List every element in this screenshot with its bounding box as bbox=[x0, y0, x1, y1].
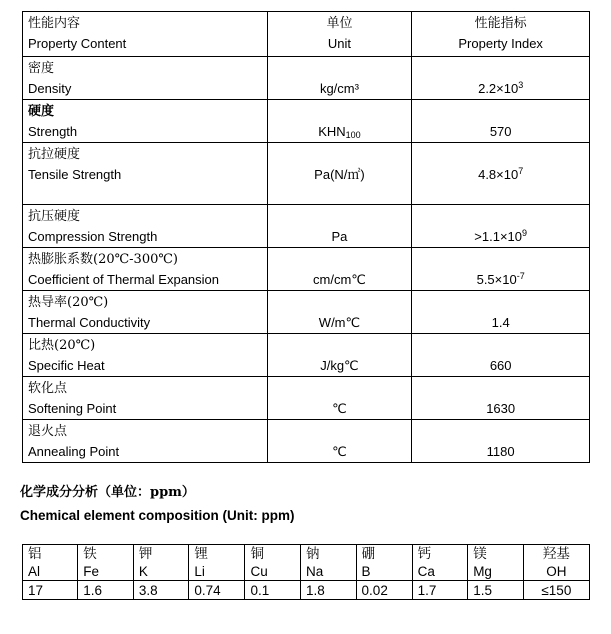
chemical-composition-table bbox=[22, 544, 590, 600]
property-value: 1630 bbox=[486, 401, 516, 416]
element-symbol: Fe bbox=[83, 564, 100, 579]
table-row bbox=[23, 334, 590, 377]
chemical-composition-heading bbox=[20, 484, 295, 526]
property-name-zh: 比热(20℃) bbox=[28, 338, 96, 353]
table-row bbox=[23, 420, 590, 463]
table-row bbox=[23, 248, 590, 291]
element-symbol: B bbox=[361, 564, 371, 579]
element-name-zh: 镁 bbox=[473, 546, 487, 562]
element-value: 0.02 bbox=[356, 581, 412, 600]
element-cell bbox=[23, 545, 78, 581]
header-col1-zh: 性能内容 bbox=[28, 16, 81, 31]
element-cell bbox=[523, 545, 589, 581]
property-value: 570 bbox=[489, 124, 512, 139]
element-value: 1.5 bbox=[468, 581, 524, 600]
element-name-zh: 铝 bbox=[28, 546, 42, 562]
element-value: 1.6 bbox=[78, 581, 134, 600]
header-col2-zh: 单位 bbox=[326, 16, 353, 31]
property-name-en: Specific Heat bbox=[28, 358, 105, 373]
header-property-index bbox=[412, 12, 590, 57]
element-cell bbox=[356, 545, 412, 581]
element-cell bbox=[133, 545, 189, 581]
property-value: $>1.1\times 10^9$ bbox=[474, 228, 528, 244]
property-unit: ℃ bbox=[332, 444, 347, 459]
element-value: 0.1 bbox=[245, 581, 301, 600]
property-table bbox=[22, 11, 590, 463]
property-name-en: Coefficient of Thermal Expansion bbox=[28, 272, 220, 287]
element-name-zh: 锂 bbox=[194, 546, 208, 562]
property-name-en: Softening Point bbox=[28, 401, 117, 416]
element-name-zh: 钙 bbox=[417, 546, 432, 562]
element-name-zh: 羟基 bbox=[542, 546, 570, 562]
chem-heading-en: Chemical element composition (Unit: ppm) bbox=[20, 508, 295, 523]
element-name-zh: 硼 bbox=[361, 546, 376, 562]
property-unit: W/m℃ bbox=[318, 315, 361, 330]
element-value: ≤150 bbox=[523, 581, 589, 600]
element-cell bbox=[412, 545, 468, 581]
element-symbol: K bbox=[138, 564, 148, 579]
property-name-zh: 抗拉硬度 bbox=[28, 147, 81, 162]
property-name-zh: 密度 bbox=[28, 61, 55, 76]
property-name-en: Annealing Point bbox=[28, 444, 120, 459]
element-value: 1.7 bbox=[412, 581, 468, 600]
property-header-row bbox=[23, 12, 590, 57]
element-cell bbox=[78, 545, 134, 581]
property-name-zh: 热膨胀系数(20℃-300℃) bbox=[28, 252, 178, 267]
element-symbol: Ca bbox=[417, 564, 435, 579]
element-symbol: Na bbox=[306, 564, 324, 579]
property-name-en: Thermal Conductivity bbox=[28, 315, 151, 330]
property-name-zh: 抗压硬度 bbox=[28, 209, 81, 224]
property-name-zh: 软化点 bbox=[28, 381, 68, 396]
table-row bbox=[23, 205, 590, 248]
element-value-row bbox=[23, 581, 590, 600]
element-cell bbox=[245, 545, 301, 581]
header-col1-en: Property Content bbox=[28, 36, 127, 51]
element-value: 0.74 bbox=[189, 581, 245, 600]
element-name-zh: 铁 bbox=[83, 546, 97, 562]
element-cell bbox=[189, 545, 245, 581]
property-unit: $KHN_{100}$ bbox=[318, 124, 361, 140]
property-name-en: Tensile Strength bbox=[28, 167, 122, 182]
property-unit: Pa bbox=[331, 229, 348, 244]
property-value: 1180 bbox=[486, 444, 515, 459]
table-row bbox=[23, 291, 590, 334]
header-col2-en: Unit bbox=[327, 36, 352, 51]
header-unit bbox=[267, 12, 412, 57]
property-unit: ℃ bbox=[332, 401, 347, 416]
property-unit: kg/cm³ bbox=[319, 81, 359, 96]
table-row bbox=[23, 377, 590, 420]
element-value: 3.8 bbox=[133, 581, 189, 600]
element-value: 17 bbox=[23, 581, 78, 600]
table-row bbox=[23, 57, 590, 100]
property-unit: J/kg℃ bbox=[320, 358, 359, 373]
property-value: $5.5\times 10^{-7}$ bbox=[476, 271, 525, 287]
chem-heading-zh: 化学成分分析（单位：ppm） bbox=[20, 485, 195, 500]
element-value: 1.8 bbox=[301, 581, 357, 600]
element-symbol: OH bbox=[546, 564, 567, 579]
element-cell bbox=[301, 545, 357, 581]
element-symbol: Al bbox=[28, 564, 41, 579]
element-name-row bbox=[23, 545, 590, 581]
element-cell bbox=[468, 545, 524, 581]
table-row bbox=[23, 143, 590, 205]
property-unit: cm/cm℃ bbox=[313, 272, 366, 287]
element-name-zh: 钠 bbox=[306, 546, 320, 562]
table-row bbox=[23, 100, 590, 143]
property-value: $4.8\times 10^7$ bbox=[478, 166, 524, 182]
property-unit: Pa(N/㎡) bbox=[314, 167, 365, 182]
element-symbol: Li bbox=[194, 564, 205, 579]
header-property-content bbox=[23, 12, 268, 57]
property-name-zh: 热导率(20℃) bbox=[28, 295, 109, 310]
property-value: 660 bbox=[489, 358, 512, 373]
element-symbol: Cu bbox=[250, 564, 268, 579]
property-value: $2.2\times 10^3$ bbox=[478, 80, 524, 96]
property-value: 1.4 bbox=[491, 315, 510, 330]
property-name-en: Compression Strength bbox=[28, 229, 158, 244]
property-name-zh: 硬度 bbox=[28, 104, 55, 119]
element-symbol: Mg bbox=[473, 564, 492, 579]
header-col3-en: Property Index bbox=[458, 36, 543, 51]
property-name-en: Density bbox=[28, 81, 72, 96]
property-name-en: Strength bbox=[28, 124, 78, 139]
property-name-zh: 退火点 bbox=[28, 424, 68, 439]
element-name-zh: 铜 bbox=[250, 546, 264, 562]
header-col3-zh: 性能指标 bbox=[474, 16, 527, 31]
element-name-zh: 钾 bbox=[138, 546, 153, 562]
